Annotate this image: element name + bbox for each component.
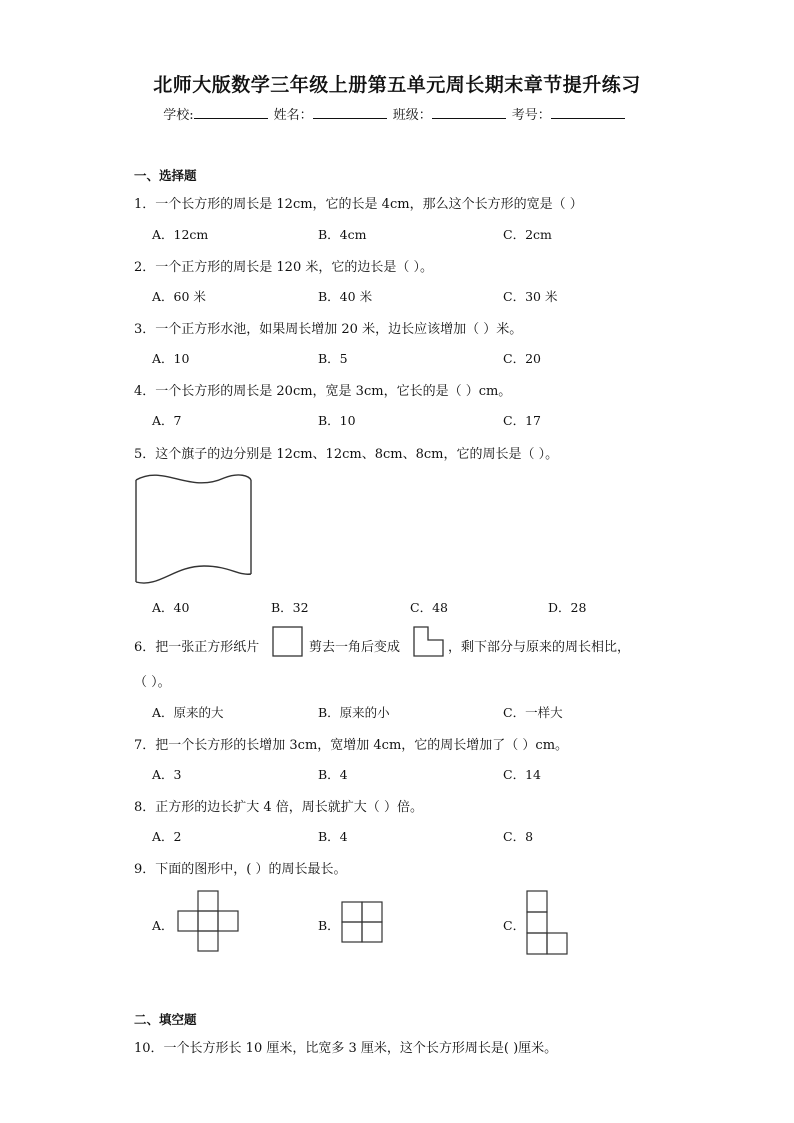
cross-shape-figure [177, 890, 241, 954]
square-grid-figure [341, 901, 385, 945]
q7-option-c[interactable]: C．14 [503, 767, 541, 782]
section-choice-heading: 一、选择题 [134, 168, 197, 183]
question-3: 3．一个正方形水池，如果周长增加 20 米，边长应该增加（ ）米。 [134, 322, 523, 337]
l-shape-figure [526, 890, 570, 956]
q8-option-a[interactable]: A．2 [152, 829, 182, 844]
q5-option-b[interactable]: B．32 [271, 600, 309, 615]
flag-figure [134, 470, 254, 588]
name-blank[interactable] [313, 106, 387, 119]
question-4: 4．一个长方形的周长是 20cm，宽是 3cm，它长的是（ ）cm。 [134, 384, 512, 399]
student-info-line [0, 104, 794, 123]
class-blank[interactable] [432, 106, 506, 119]
number-blank[interactable] [551, 106, 625, 119]
question-7: 7．把一个长方形的长增加 3cm，宽增加 4cm，它的周长增加了（ ）cm。 [134, 738, 569, 753]
question-5: 5．这个旗子的边分别是 12cm、12cm、8cm、8cm，它的周长是（ ）。 [134, 447, 559, 462]
name-label: 姓名： [273, 108, 313, 123]
class-label: 班级： [392, 108, 432, 123]
school-blank[interactable] [194, 106, 268, 119]
q1-option-a[interactable]: A．12cm [152, 227, 209, 242]
q6-option-a[interactable]: A．原来的大 [152, 705, 224, 720]
q9-option-a[interactable]: A． [152, 918, 174, 933]
q2-option-c[interactable]: C．30 米 [503, 289, 558, 304]
question-2: 2．一个正方形的周长是 120 米，它的边长是（ ）。 [134, 260, 433, 275]
q7-option-a[interactable]: A．3 [152, 767, 182, 782]
q5-option-d[interactable]: D．28 [548, 600, 587, 615]
q8-option-c[interactable]: C．8 [503, 829, 534, 844]
q3-option-c[interactable]: C．20 [503, 351, 541, 366]
number-label: 考号： [511, 108, 551, 123]
page-title: 北师大版数学三年级上册第五单元周长期末章节提升练习 [153, 74, 641, 96]
q9-option-c[interactable]: C． [503, 918, 526, 933]
q2-option-a[interactable]: A．60 米 [152, 289, 206, 304]
question-6-part1: 6．把一张正方形纸片 [134, 640, 260, 655]
question-6-line2: （ ）。 [134, 675, 171, 690]
q3-option-a[interactable]: A．10 [152, 351, 190, 366]
q1-option-c[interactable]: C．2cm [503, 227, 552, 242]
q7-option-b[interactable]: B．4 [318, 767, 348, 782]
question-8: 8．正方形的边长扩大 4 倍，周长就扩大（ ）倍。 [134, 800, 423, 815]
question-10: 10．一个长方形长 10 厘米，比宽多 3 厘米，这个长方形周长是( )厘米。 [134, 1041, 558, 1056]
q9-option-b[interactable]: B． [318, 918, 340, 933]
q5-option-c[interactable]: C．48 [410, 600, 448, 615]
school-label: 学校: [163, 108, 194, 123]
q2-option-b[interactable]: B．40 米 [318, 289, 373, 304]
q5-option-a[interactable]: A．40 [152, 600, 190, 615]
question-6-part3: ，剩下部分与原来的周长相比， [448, 640, 631, 655]
square-paper-figure [272, 626, 304, 658]
section-fill-heading: 二、填空题 [134, 1012, 197, 1027]
cut-corner-figure [413, 626, 445, 658]
question-9: 9．下面的图形中，( ）的周长最长。 [134, 862, 347, 877]
q1-option-b[interactable]: B．4cm [318, 227, 367, 242]
q6-option-b[interactable]: B．原来的小 [318, 705, 390, 720]
q6-option-c[interactable]: C．一样大 [503, 705, 563, 720]
question-1: 1．一个长方形的周长是 12cm，它的长是 4cm，那么这个长方形的宽是（ ） [134, 197, 583, 212]
q4-option-b[interactable]: B．10 [318, 413, 356, 428]
q4-option-c[interactable]: C．17 [503, 413, 541, 428]
q4-option-a[interactable]: A．7 [152, 413, 182, 428]
q8-option-b[interactable]: B．4 [318, 829, 348, 844]
question-6-part2: 剪去一角后变成 [309, 640, 401, 655]
q3-option-b[interactable]: B．5 [318, 351, 348, 366]
